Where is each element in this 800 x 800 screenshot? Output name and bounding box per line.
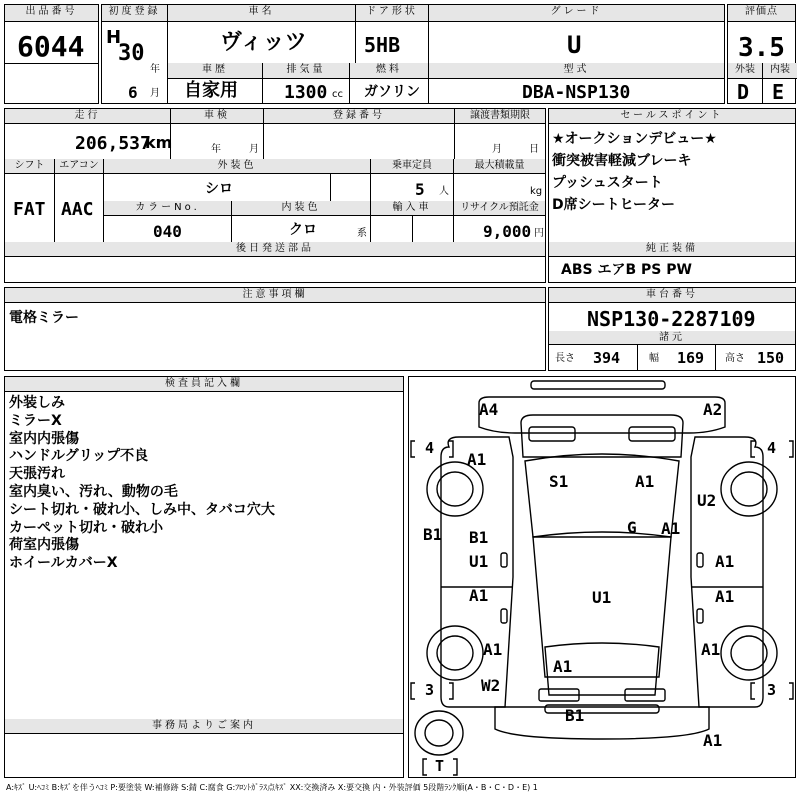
mileage-value: 206,537 (75, 133, 151, 154)
sales-points-box (548, 108, 796, 283)
lot-box (4, 4, 99, 104)
model-label: 型式 (429, 63, 724, 79)
transfer-month-unit: 月 (492, 144, 502, 155)
door-label: ドア形状 (356, 5, 428, 22)
car-diagram (408, 376, 796, 778)
damage-mark: A1 (715, 552, 735, 571)
damage-mark: U1 (592, 588, 612, 607)
int-score: E (772, 80, 785, 104)
ext-color-label: 外装色 (104, 159, 370, 174)
ext-color-value: シロ (205, 181, 233, 197)
rear-bumper-icon (545, 705, 659, 713)
right-side-icon (691, 437, 763, 707)
rear-panel-icon (495, 707, 709, 739)
chassis-box (548, 287, 796, 371)
transfer-day-unit: 日 (529, 144, 539, 155)
door-type: 5HB (364, 33, 401, 57)
damage-mark: U1 (469, 552, 489, 571)
sales-points-label: セールスポイント (549, 109, 795, 124)
history-value: 自家用 (184, 80, 238, 101)
lot-label: 出品番号 (5, 5, 98, 22)
damage-mark: A1 (483, 640, 503, 659)
transfer-label: 譲渡書類期限 (455, 109, 545, 124)
car-name: ヴィッツ (220, 30, 307, 55)
mileage-label: 走行 (5, 109, 170, 124)
damage-mark: A4 (479, 400, 499, 419)
tire-rear-left: 3 (425, 681, 435, 699)
damage-mark: A2 (703, 400, 723, 419)
damage-mark: A1 (701, 640, 721, 659)
notes-box (4, 287, 546, 371)
damage-mark: B1 (469, 528, 489, 547)
width-value: 169 (677, 349, 705, 367)
inspection-label: 車検 (171, 109, 263, 124)
chassis-label: 車台番号 (549, 288, 795, 303)
damage-mark: B1 (423, 525, 443, 544)
int-color-label: 内装色 (232, 201, 370, 216)
hood-icon (521, 415, 683, 457)
reg-year: 30 (118, 41, 145, 66)
inspector-box (4, 376, 404, 778)
wheel-rear-right-icon (721, 626, 777, 680)
history-label: 車歴 (168, 63, 262, 79)
vehicle-info-box (101, 4, 725, 104)
displacement-unit: cc (332, 89, 343, 100)
tire-front-left: 4 (425, 439, 435, 457)
notes-value: 電格ミラー (9, 310, 79, 326)
notes-label: 注意事項欄 (5, 288, 545, 303)
inspector-line: カーペット切れ・破れ小 (9, 519, 163, 536)
capacity-label: 乗車定員 (371, 159, 453, 174)
inspector-line: 室内臭い、汚れ、動物の毛 (9, 483, 178, 500)
headlight-right-icon (629, 427, 675, 441)
length-value: 394 (593, 349, 621, 367)
score-label: 評価点 (728, 5, 795, 22)
damage-mark: A1 (715, 587, 735, 606)
specs-label: 諸元 (549, 331, 795, 345)
inspector-line: 天張汚れ (9, 466, 65, 483)
recycle-unit: 円 (534, 228, 544, 239)
damage-mark: A1 (553, 657, 573, 676)
roof-icon (533, 537, 671, 677)
damage-mark: A1 (661, 519, 681, 538)
inspector-line: 荷室内張傷 (9, 537, 79, 554)
grade-label: グレード (429, 5, 724, 22)
wheel-front-right-icon (721, 462, 777, 516)
damage-mark: A1 (635, 472, 655, 491)
inspector-line: 外装しみ (9, 395, 65, 411)
windshield-icon (525, 454, 679, 537)
wheel-rear-left-icon (427, 626, 483, 680)
damage-mark: A1 (703, 731, 723, 750)
wheel-front-left-icon (427, 462, 483, 516)
damage-mark: A1 (467, 450, 487, 469)
damage-mark: G (627, 518, 637, 537)
inspector-line: 室内内張傷 (9, 430, 79, 447)
sales-point: D席シートヒーター (552, 197, 676, 213)
import-label: 輸入車 (371, 201, 453, 216)
chassis-number: NSP130-2287109 (587, 307, 756, 331)
later-parts-label: 後日発送部品 (5, 242, 545, 257)
lot-number: 6044 (17, 30, 85, 63)
inspector-label: 検査員記入欄 (5, 377, 403, 392)
displacement-value: 1300 (284, 82, 328, 103)
color-no-value: 040 (153, 222, 182, 241)
ext-score: D (737, 80, 750, 104)
shift-value: FAT (13, 199, 46, 220)
shift-label: シフト (5, 159, 54, 174)
capacity-value: 5 (415, 180, 425, 199)
damage-mark: A1 (469, 586, 489, 605)
inspector-line: シート切れ・破れ小、しみ中、タバコ穴大 (9, 501, 275, 518)
month-unit: 月 (150, 88, 160, 99)
score-value: 3.5 (738, 33, 785, 63)
grade-value: U (567, 31, 582, 59)
length-label: 長さ (555, 353, 575, 364)
damage-mark: U2 (697, 491, 717, 510)
sales-point: ★オークションデビュー★ (552, 131, 717, 147)
legend: A:ｷｽﾞ U:ﾍｺﾐ B:ｷｽﾞを伴うﾍｺﾐ P:要塗装 W:補修跡 S:錆 C:腐食 G:ﾌﾛﾝﾄｶﾞﾗｽ点ｷｽﾞ XX:交換済み X:要交換 内・外装評価 5段階ﾗﾝｸ順(A・B・C・D・E) 1 (6, 783, 538, 792)
tire-spare: T (435, 757, 445, 775)
model-value: DBA-NSP130 (522, 82, 631, 103)
ext-score-label: 外装 (728, 63, 762, 79)
year-unit: 年 (150, 64, 160, 75)
inspector-line: ホイールカバーX (9, 555, 118, 572)
inspection-month-unit: 月 (249, 144, 259, 155)
damage-mark: W2 (481, 676, 501, 695)
aircon-value: AAC (61, 199, 94, 220)
aircon-label: エアコン (55, 159, 103, 174)
damage-mark: B1 (565, 706, 585, 725)
height-label: 高さ (725, 353, 745, 364)
genuine-label: 純正装備 (549, 242, 795, 257)
sales-point: プッシュスタート (552, 175, 663, 191)
left-side-icon (441, 437, 513, 707)
car-name-label: 車名 (168, 5, 355, 22)
max-load-label: 最大積載量 (454, 159, 545, 174)
fuel-label: 燃料 (350, 63, 428, 79)
damage-mark: S1 (549, 472, 569, 491)
inspector-notes (9, 395, 275, 573)
office-label: 事務局よりご案内 (5, 719, 403, 734)
inspector-line: ミラーX (9, 412, 62, 429)
int-score-label: 内装 (763, 63, 797, 79)
capacity-unit: 人 (439, 186, 449, 197)
mileage-unit: km (145, 133, 173, 152)
inspector-line: ハンドルグリップ不良 (9, 448, 149, 465)
details-box (4, 108, 546, 283)
reg-number-label: 登録番号 (264, 109, 454, 124)
front-bumper-icon (531, 381, 665, 389)
width-label: 幅 (649, 353, 659, 364)
recycle-label: リサイクル預託金 (454, 201, 545, 216)
color-no-label: カラーNo. (104, 201, 231, 216)
displacement-label: 排気量 (263, 63, 349, 79)
score-box (727, 4, 796, 104)
fuel-value: ガソリン (364, 84, 420, 100)
int-color-unit: 系 (357, 228, 367, 239)
inspection-year-unit: 年 (211, 144, 221, 155)
first-reg-label: 初度登録 (102, 5, 167, 22)
recycle-value: 9,000 (483, 222, 532, 241)
reg-month: 6 (128, 83, 138, 102)
spare-tire-icon (415, 711, 463, 755)
headlight-left-icon (529, 427, 575, 441)
max-load-unit: kg (530, 186, 543, 197)
tire-front-right: 4 (767, 439, 777, 457)
int-color-value: クロ (289, 222, 317, 238)
sales-point: 衝突被害軽減ブレーキ (552, 153, 692, 169)
tire-rear-right: 3 (767, 681, 777, 699)
genuine-value: ABS エアB PS PW (561, 262, 692, 278)
height-value: 150 (757, 349, 785, 367)
era: H (106, 27, 122, 48)
